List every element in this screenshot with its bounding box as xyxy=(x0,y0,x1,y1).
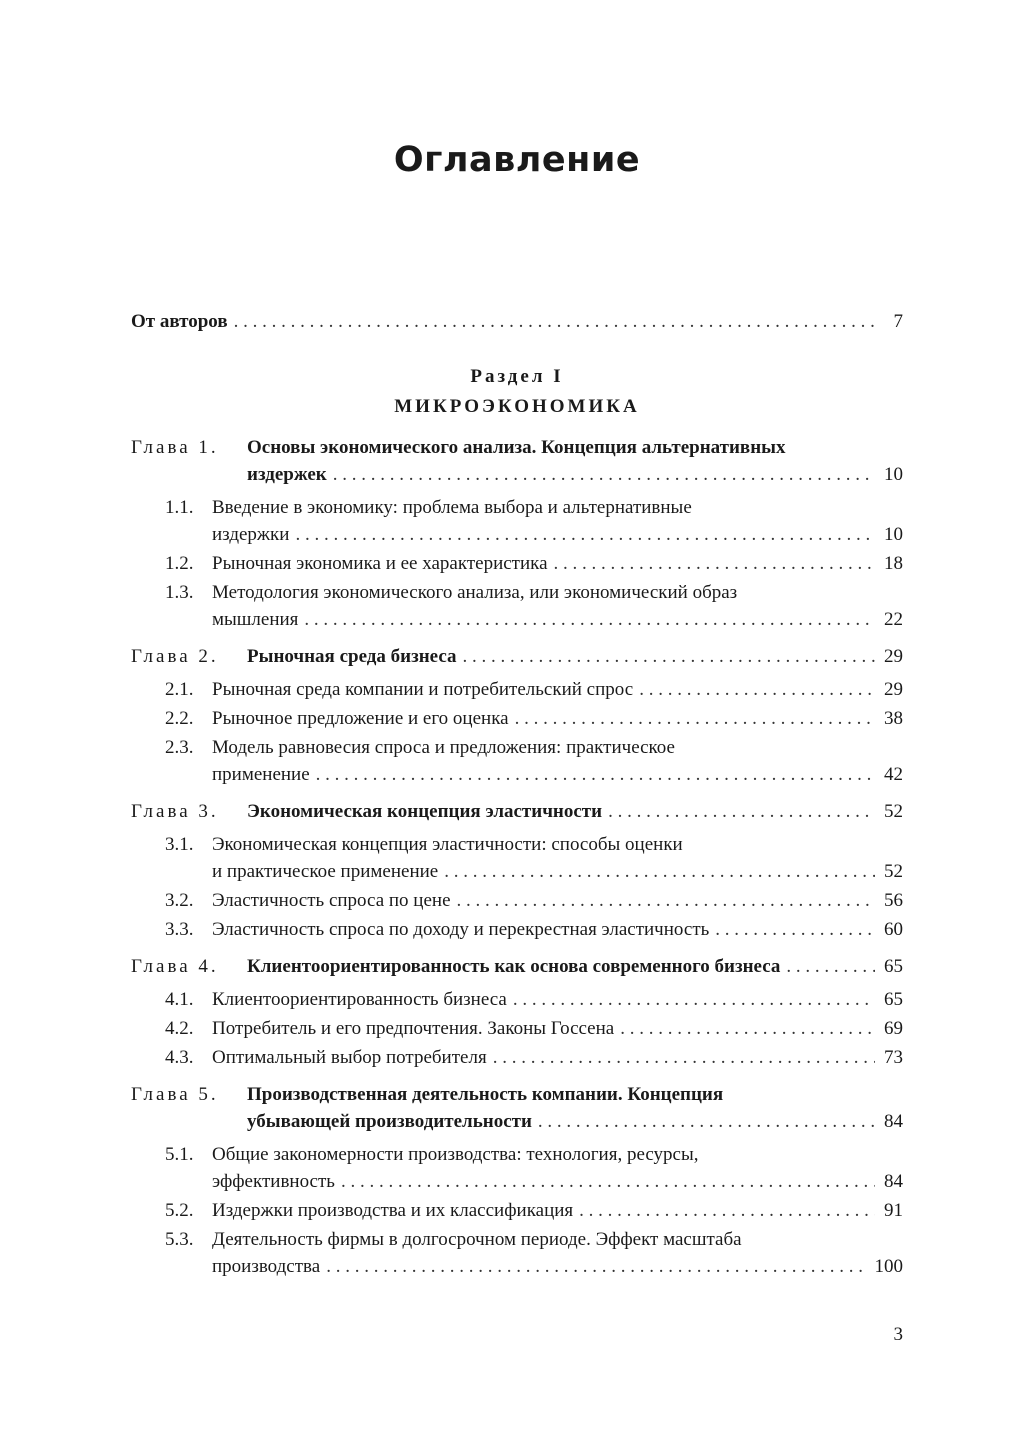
toc-chapter-1[interactable] xyxy=(131,434,903,488)
subsection-number: 5.2. xyxy=(165,1200,194,1221)
dot-leader xyxy=(463,643,876,670)
toc-page-number: 56 xyxy=(884,890,903,911)
subsection-number: 5.3. xyxy=(165,1229,194,1250)
dot-leader xyxy=(333,461,875,488)
subsection-number: 3.3. xyxy=(165,919,194,940)
subsection-title-line: Потребитель и его предпочтения. Законы Госсена xyxy=(212,1018,615,1039)
toc-page-number: 7 xyxy=(893,311,903,332)
dot-leader xyxy=(620,1015,875,1042)
subsection-title-line: Оптимальный выбор потребителя xyxy=(212,1047,487,1068)
toc-page-number: 38 xyxy=(884,708,903,729)
subsection-number: 1.3. xyxy=(165,582,194,603)
toc-subsection[interactable] xyxy=(131,494,903,548)
chapter-title-line: Рыночная среда бизнеса xyxy=(247,646,457,667)
dot-leader xyxy=(341,1168,875,1195)
toc-subsection[interactable] xyxy=(131,1015,903,1042)
dot-leader xyxy=(579,1197,875,1224)
dot-leader xyxy=(538,1108,875,1135)
chapter-title-line: издержек xyxy=(247,464,327,485)
toc-page-number: 84 xyxy=(884,1111,903,1132)
toc-page-number: 84 xyxy=(884,1171,903,1192)
dot-leader xyxy=(295,521,875,548)
toc-subsection[interactable] xyxy=(131,550,903,577)
subsection-number: 4.2. xyxy=(165,1018,194,1039)
chapter-label: Глава 2. xyxy=(131,646,219,667)
subsection-title-line: применение xyxy=(212,764,310,785)
chapter-label: Глава 4. xyxy=(131,956,219,977)
toc-subsection[interactable] xyxy=(131,831,903,885)
chapter-title-line: Основы экономического анализа. Концепция альтернативных xyxy=(247,437,786,458)
toc-page-number: 29 xyxy=(884,679,903,700)
subsection-title-line: и практическое применение xyxy=(212,861,439,882)
section-label: Раздел I xyxy=(470,366,564,387)
table-of-contents xyxy=(131,308,903,1282)
toc-page-number: 22 xyxy=(884,609,903,630)
subsection-title-line: Клиентоориентированность бизнеса xyxy=(212,989,507,1010)
subsection-title-line: мышления xyxy=(212,609,299,630)
dot-leader xyxy=(513,986,875,1013)
toc-subsection[interactable] xyxy=(131,734,903,788)
toc-page-number: 100 xyxy=(874,1256,903,1277)
chapter-label: Глава 5. xyxy=(131,1084,219,1105)
subsection-number: 1.1. xyxy=(165,497,194,518)
subsection-title-line: Введение в экономику: проблема выбора и альтернативные xyxy=(212,497,692,518)
subsection-title-line: Эластичность спроса по доходу и перекрестная эластичность xyxy=(212,919,710,940)
dot-leader xyxy=(608,798,875,825)
toc-page-number: 65 xyxy=(884,956,903,977)
toc-chapter-4[interactable] xyxy=(131,953,903,980)
toc-page-number: 91 xyxy=(884,1200,903,1221)
toc-subsection[interactable] xyxy=(131,579,903,633)
toc-subsection[interactable] xyxy=(131,1044,903,1071)
subsection-title-line: эффективность xyxy=(212,1171,335,1192)
chapter-label: Глава 1. xyxy=(131,437,219,458)
toc-subsection[interactable] xyxy=(131,676,903,703)
dot-leader xyxy=(326,1253,868,1280)
dot-leader xyxy=(493,1044,875,1071)
toc-subsection[interactable] xyxy=(131,705,903,732)
subsection-number: 5.1. xyxy=(165,1144,194,1165)
dot-leader xyxy=(316,761,875,788)
page-title: Оглавление xyxy=(393,140,641,180)
toc-page-number: 42 xyxy=(884,764,903,785)
subsection-title-line: Деятельность фирмы в долгосрочном периоде. Эффект масштаба xyxy=(212,1229,742,1250)
toc-subsection[interactable] xyxy=(131,887,903,914)
toc-chapter-2[interactable] xyxy=(131,643,903,670)
subsection-number: 1.2. xyxy=(165,553,194,574)
dot-leader xyxy=(554,550,875,577)
subsection-number: 2.2. xyxy=(165,708,194,729)
toc-page-number: 10 xyxy=(884,464,903,485)
chapter-title-line: Клиентоориентированность как основа современного бизнеса xyxy=(247,956,781,977)
chapter-label: Глава 3. xyxy=(131,801,219,822)
subsection-title-line: Модель равновесия спроса и предложения: практическое xyxy=(212,737,675,758)
subsection-number: 4.1. xyxy=(165,989,194,1010)
subsection-title-line: Экономическая концепция эластичности: способы оценки xyxy=(212,834,683,855)
toc-page-number: 10 xyxy=(884,524,903,545)
toc-subsection[interactable] xyxy=(131,1226,903,1280)
toc-page-number: 18 xyxy=(884,553,903,574)
dot-leader xyxy=(786,953,875,980)
toc-page-number: 52 xyxy=(884,801,903,822)
subsection-title-line: производства xyxy=(212,1256,321,1277)
subsection-title-line: Общие закономерности производства: технология, ресурсы, xyxy=(212,1144,699,1165)
toc-entry-label: От авторов xyxy=(131,311,228,332)
subsection-title-line: Издержки производства и их классификация xyxy=(212,1200,574,1221)
toc-entry-authors[interactable] xyxy=(131,308,903,335)
toc-chapter-3[interactable] xyxy=(131,798,903,825)
section-title: МИКРОЭКОНОМИКА xyxy=(394,396,640,417)
toc-subsection[interactable] xyxy=(131,916,903,943)
dot-leader xyxy=(515,705,875,732)
subsection-number: 2.1. xyxy=(165,679,194,700)
toc-subsection[interactable] xyxy=(131,986,903,1013)
subsection-number: 2.3. xyxy=(165,737,194,758)
subsection-title-line: Рыночная среда компании и потребительский спрос xyxy=(212,679,634,700)
toc-page-number: 69 xyxy=(884,1018,903,1039)
toc-subsection[interactable] xyxy=(131,1141,903,1195)
toc-chapter-5[interactable] xyxy=(131,1081,903,1135)
toc-page-number: 73 xyxy=(884,1047,903,1068)
chapter-title-line: убывающей производительности xyxy=(247,1111,532,1132)
subsection-number: 3.2. xyxy=(165,890,194,911)
chapter-title-line: Производственная деятельность компании. Концепция xyxy=(247,1084,724,1105)
subsection-title-line: Методология экономического анализа, или экономический образ xyxy=(212,582,738,603)
chapter-title-line: Экономическая концепция эластичности xyxy=(247,801,603,822)
toc-subsection[interactable] xyxy=(131,1197,903,1224)
dot-leader xyxy=(444,858,875,885)
subsection-number: 3.1. xyxy=(165,834,194,855)
chapter-title-last-line xyxy=(247,461,903,488)
subsection-number: 4.3. xyxy=(165,1047,194,1068)
subsection-title-line: Эластичность спроса по цене xyxy=(212,890,451,911)
toc-page-number: 60 xyxy=(884,919,903,940)
toc-page-number: 65 xyxy=(884,989,903,1010)
toc-page-number: 29 xyxy=(884,646,903,667)
subsection-title-line: Рыночная экономика и ее характеристика xyxy=(212,553,548,574)
dot-leader xyxy=(234,308,875,335)
page-number: 3 xyxy=(893,1324,903,1345)
dot-leader xyxy=(715,916,875,943)
dot-leader xyxy=(639,676,875,703)
dot-leader xyxy=(304,606,875,633)
subsection-title-line: издержки xyxy=(212,524,290,545)
toc-page-number: 52 xyxy=(884,861,903,882)
dot-leader xyxy=(457,887,875,914)
subsection-title-line: Рыночное предложение и его оценка xyxy=(212,708,509,729)
